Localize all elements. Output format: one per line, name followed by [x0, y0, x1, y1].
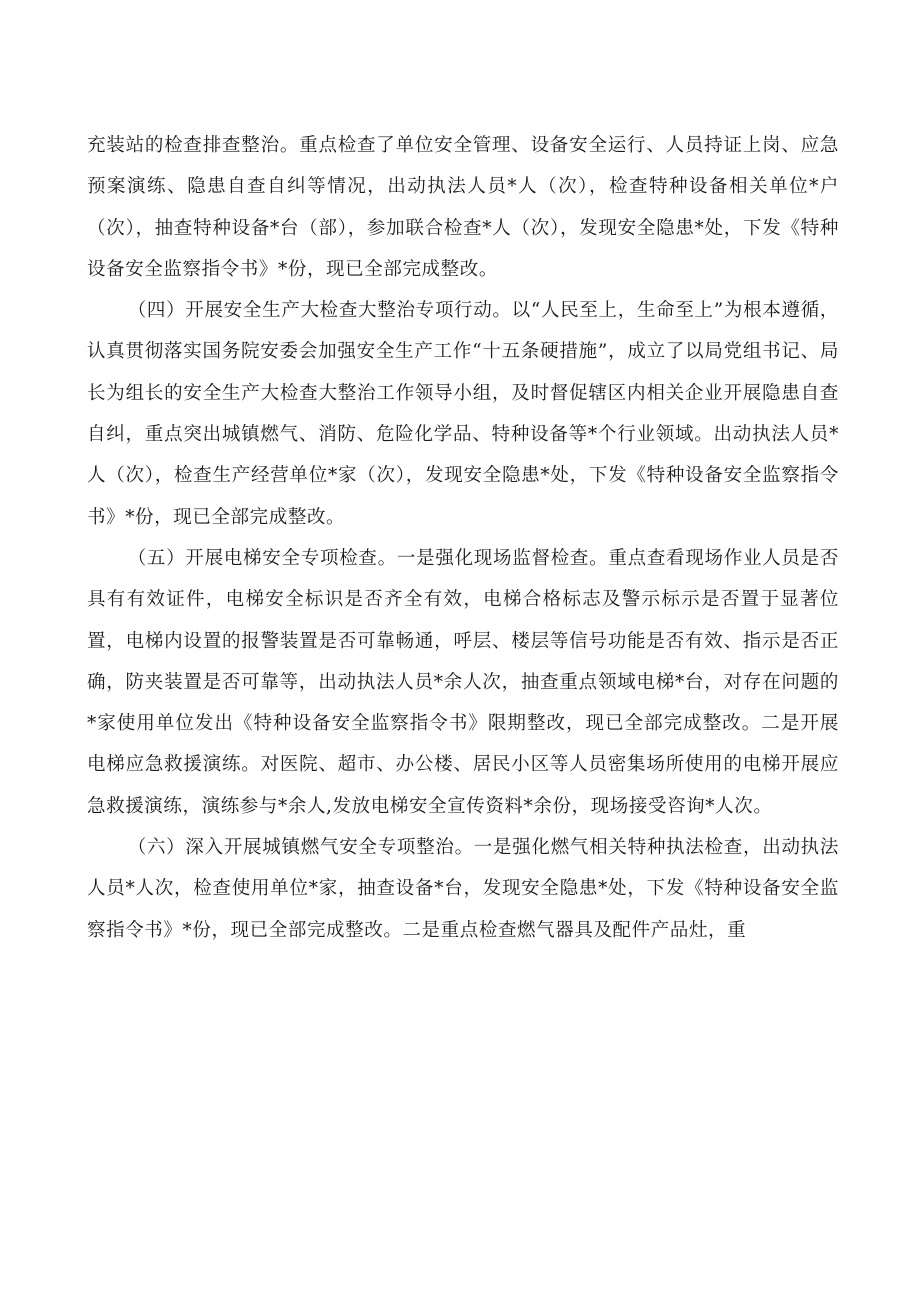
paragraph-continuation: 充装站的检查排查整治。重点检查了单位安全管理、设备安全运行、人员持证上岗、应急预案演练、隐患自查自纠等情况，出动执法人员*人（次），检查特种设备相关单位*户（次），抽查特种设备*台（部），参加联合检查*人（次），发现安全隐患*处，下发《特种设备安全监察指令书》*份，现已全部完成整改。 — [87, 135, 839, 280]
paragraph-section-6: （六）深入开展城镇燃气安全专项整治。一是强化燃气相关特种执法检查，出动执法人员*人次，检查使用单位*家，抽查设备*台，发现安全隐患*处，下发《特种设备安全监察指令书》*份，现已全部完成整改。二是重点检查燃气器具及配件产品灶，重 — [87, 837, 839, 941]
paragraph-section-5: （五）开展电梯安全专项检查。一是强化现场监督检查。重点查看现场作业人员是否具有有效证件，电梯安全标识是否齐全有效，电梯合格标志及警示标示是否置于显著位置，电梯内设置的报警装置是否可靠畅通，呼层、楼层等信号功能是否有效、指示是否正确，防夹装置是否可靠等，出动执法人员*余人次，抽查重点领域电梯*台，对存在问题的*家使用单位发出《特种设备安全监察指令书》限期整改，现已全部完成整改。二是开展电梯应急救援演练。对医院、超市、办公楼、居民小区等人员密集场所使用的电梯开展应急救援演练，演练参与*余人,发放电梯安全宣传资料*余份，现场接受咨询*人次。 — [87, 547, 839, 817]
document-body — [87, 125, 839, 951]
paragraph-section-4: （四）开展安全生产大检查大整治专项行动。以“人民至上，生命至上”为根本遵循，认真贯彻落实国务院安委会加强安全生产工作“十五条硬措施”，成立了以局党组书记、局长为组长的安全生产大检查大整治工作领导小组，及时督促辖区内相关企业开展隐患自查自纠，重点突出城镇燃气、消防、危险化学品、特种设备等*个行业领域。出动执法人员*人（次），检查生产经营单位*家（次），发现安全隐患*处，下发《特种设备安全监察指令书》*份，现已全部完成整改。 — [87, 300, 839, 528]
